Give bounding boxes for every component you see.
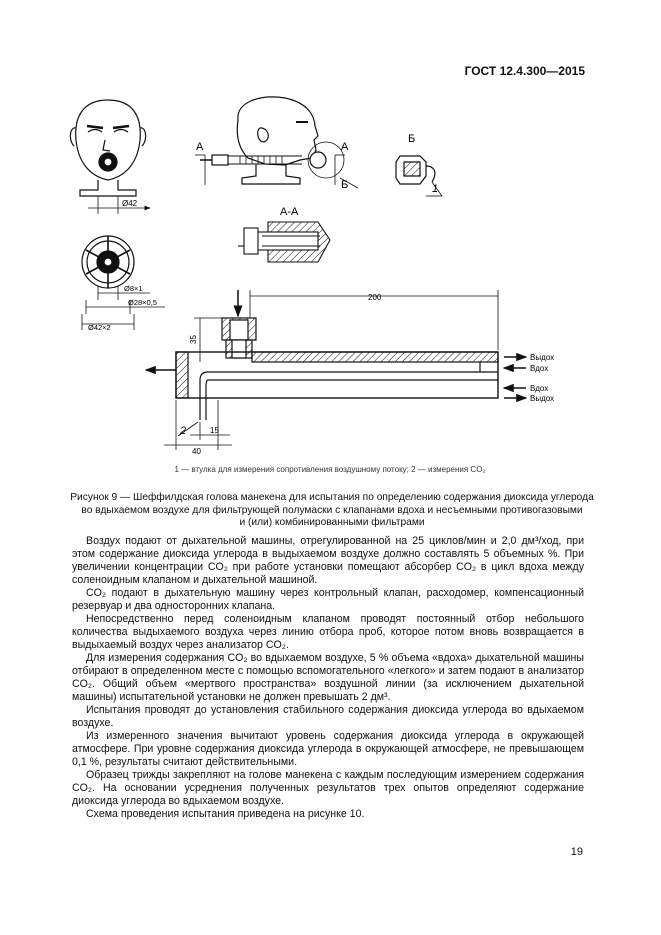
page-number: 19 — [570, 846, 583, 858]
paragraph: Образец трижды закрепляют на голове манекена с каждым последующим измерением содержания CO₂. На основании усреднения полученных результатов трех опытов определяют содержание диоксида углерода во вдыхаемом воздухе. — [72, 769, 584, 807]
dim-28: Ø28×0,5 — [128, 298, 157, 307]
paragraph: Схема проведения испытания приведена на рисунке 10. — [86, 808, 365, 820]
label-a-right: А — [341, 141, 349, 153]
caption-line-2: во вдыхаемом воздухе для фильтрующей полумаски с клапанами вдоха и несъемными противогазовыми — [81, 504, 583, 516]
label-a-left: А — [196, 141, 204, 153]
paragraph: Испытания проводят до установления стабильного содержания диоксида углерода во вдыхаемом воздухе. — [72, 704, 584, 729]
flow-exhale-bottom: Выдох — [530, 394, 555, 403]
dim-15: 15 — [210, 426, 219, 435]
label-b-callout: Б — [341, 179, 349, 191]
paragraph: Для измерения содержания CO₂ во вдыхаемом воздухе, 5 % объема «вдоха» дыхательной машины отбирают в определенном месте с помощью вспомогательного «легкого» и затем подают в анализатор CO₂. Общий объем «мертвого пространства» воздушной линии (за исключением дыхательной машины) испытательной установки не должен превышать 2 дм³. — [72, 652, 584, 703]
head-side-view — [195, 97, 358, 188]
flow-exhale-top: Выдох — [530, 353, 555, 362]
dim-40: 40 — [192, 447, 201, 456]
label-section-aa: А-А — [280, 206, 299, 218]
head-front-view — [70, 100, 150, 214]
section-aa-drawing — [238, 222, 330, 262]
tube-assembly — [146, 290, 526, 450]
paragraph: CO₂ подают в дыхательную машину через контрольный клапан, расходомер, компенсационный резервуар и два односторонних клапана. — [72, 587, 584, 612]
paragraph: Воздух подают от дыхательной машины, отрегулированной на 25 циклов/мин и 2,0 дм³/ход, при этом содержание диоксида углерода в выдыхаемом воздухе должно составлять 5 объемных %. При увеличении концентрации CO₂ при работе установки помещают абсорбер CO₂ в цикл вдоха между соленоидным клапаном и дыхательной машиной. — [72, 535, 584, 586]
paragraph: Непосредственно перед соленоидным клапаном проводят постоянный отбор небольшого количества выдыхаемого воздуха через линию отбора проб, которое потом вновь возвращается в выдыхаемый воздух через анализатор CO₂. — [72, 613, 584, 651]
callout-2: 2 — [180, 425, 187, 437]
body-text — [72, 535, 584, 821]
flow-inhale-bottom: Вдох — [530, 384, 549, 393]
caption-line-1: Рисунок 9 — Шеффилдская голова манекена для испытания по определению содержания диоксида углерода — [70, 492, 594, 503]
callout-1: 1 — [432, 183, 439, 195]
dim-8x1: Ø8×1 — [124, 284, 143, 293]
dim-42: Ø42 — [122, 199, 138, 208]
figure-legend: 1 — втулка для измерения сопротивления воздушному потоку; 2 — измерения CO₂ — [174, 465, 486, 474]
document-header: ГОСТ 12.4.300—2015 — [464, 64, 585, 78]
flow-inhale-top: Вдох — [530, 364, 549, 373]
ring-front-view — [82, 236, 165, 330]
dim-35: 35 — [189, 335, 198, 344]
label-b-view: Б — [408, 133, 416, 145]
paragraph: Из измеренного значения вычитают уровень содержания диоксида углерода в окружающей атмосфере. При уровне содержания диоксида углерода в окружающей атмосфере, не превышающем 0,1 %, результаты считают действительными. — [72, 730, 584, 768]
dim-42x2: Ø42×2 — [88, 323, 111, 332]
caption-line-3: и (или) комбинированными фильтрами — [239, 517, 425, 528]
dim-200: 200 — [368, 293, 382, 302]
figure-caption — [62, 492, 602, 530]
